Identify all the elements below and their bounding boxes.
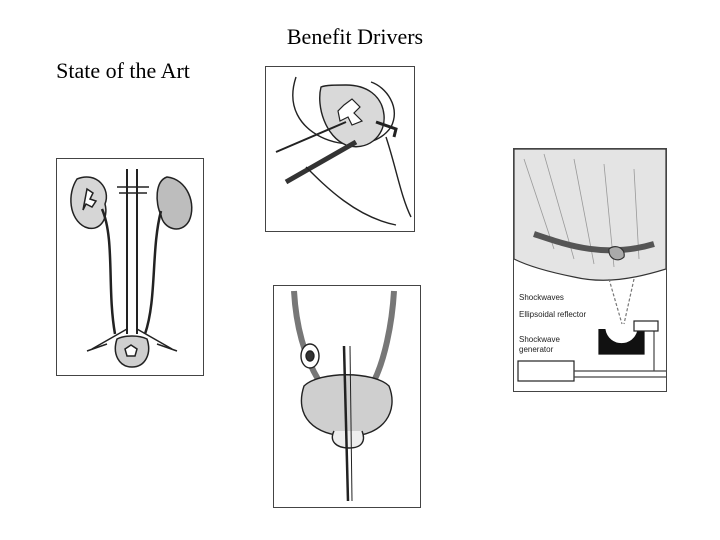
shockwave-generator-label: Shockwave generator	[519, 335, 560, 354]
nephroscopy-illustration	[265, 66, 415, 232]
lithotripsy-illustration	[513, 148, 667, 392]
kidney-procedure-drawing	[266, 67, 414, 231]
urinary-tract-drawing	[57, 159, 203, 375]
shockwaves-label: Shockwaves	[519, 293, 564, 302]
ureteroscopy-illustration	[273, 285, 421, 508]
urinary-tract-illustration	[56, 158, 204, 376]
slide-subtitle: State of the Art	[56, 58, 190, 83]
bladder-procedure-drawing	[274, 286, 420, 507]
ellipsoidal-reflector-label: Ellipsoidal reflector	[519, 310, 587, 319]
slide-title: Benefit Drivers	[286, 24, 424, 49]
